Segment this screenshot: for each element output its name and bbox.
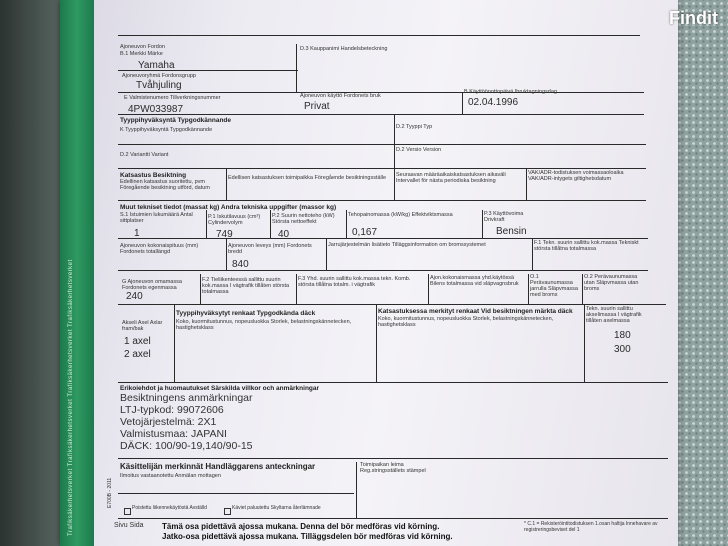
type-approval-section: Tyyppihyväksyntä Typgodkännande: [120, 117, 232, 124]
rule: [200, 274, 201, 304]
inspection-section: Katsastus Besiktning: [120, 172, 187, 179]
findit-logo: Findit: [669, 8, 718, 28]
rule: [428, 274, 429, 304]
first-use-label: B Käyttöönottopäivä Ibruktagningsdag: [464, 89, 557, 95]
serial-number-value: 4PW033987: [128, 104, 184, 115]
fuel-label: P.3 Käyttövoima Drivkraft: [484, 211, 524, 223]
power-to-weight-label: Tehopainomassa (kW/kg) Effektviktsmassa: [348, 212, 453, 218]
rule: [526, 168, 527, 200]
rule: [226, 168, 227, 200]
rule: [482, 210, 483, 238]
handler-section: Käsittelijän merkinnät Handläggarens anteckningar: [120, 462, 316, 471]
plates-returned-label: Käviet paluutettu Skyltarna återlämnade: [232, 505, 321, 511]
vehicle-group-value: Tvåhjuling: [136, 80, 182, 91]
office-stamp-label: Toimipaikan leima Reg.stringsställets stämpel: [360, 462, 426, 474]
rule: [118, 35, 640, 36]
rule: [118, 458, 668, 459]
removed-label: Poistettu liikennekäytöstä Avställd: [132, 505, 207, 511]
rule: [462, 92, 463, 114]
make-label: B.1 Merkki Märke: [120, 51, 163, 57]
rule: [118, 168, 646, 169]
max-axle-mass-1: 180: [614, 330, 631, 341]
rule: [118, 493, 354, 494]
footer-note: * C.1 = Rekisteröintitodistuksen 1.osan haltija Innehavare av registreringsbeviset del 1: [524, 521, 658, 533]
seats-value: 1: [134, 228, 140, 239]
vehicle-use-label: Ajoneuvon käyttö Fordonets bruk: [300, 93, 381, 99]
remark-line: Besiktningens anmärkningar: [120, 392, 253, 404]
version-label: D.2 Versio Version: [396, 147, 442, 153]
type-approval-label: K Tyyppihyväksyntä Typgodkännande: [120, 127, 213, 133]
approved-tires-section: Tyyppihyväksytyt renkaat Typgodkända däck: [176, 310, 316, 317]
rule: [118, 92, 644, 93]
width-value: 840: [232, 259, 249, 270]
displacement-value: 749: [216, 229, 233, 240]
curb-mass-label: G Ajoneuvon omamassa Fordonets egenmassa: [122, 279, 182, 291]
notice-received-label: Ilmoitus vastaanotettu Anmälan mottagen: [120, 473, 221, 479]
rule: [376, 304, 377, 382]
max-power-value: 40: [278, 229, 290, 240]
max-power-label: P.2 Suurin nettoteho (kW) Största nettoeffekt: [272, 213, 335, 225]
braked-trailer-label: O.1 Perävaunumassa jarrulla Släpvmassa med broms: [530, 274, 578, 298]
road-max-mass-label: F.2 Tieliikenteessä sallittu suurin kok.massa I vägtrafik tillåten största totalmassa: [202, 277, 290, 295]
power-to-weight-value: 0,167: [352, 227, 378, 238]
type-label: D.2 Tyyppi Typ: [396, 124, 433, 130]
footer-line-1: Tämä osa pidettävä ajossa mukana. Denna del bör medföras vid körning.: [162, 522, 440, 531]
footer-line-2: Jatko-osa pidettävä ajossa mukana. Tilläggsdelen bör medföras vid körning.: [162, 532, 453, 541]
rule: [582, 274, 583, 304]
axle-label: Akseli Axel Axlar fram/bak: [122, 320, 163, 332]
vehicle-use-value: Privat: [304, 101, 330, 112]
rule: [296, 274, 297, 304]
remark-line: LTJ-typkod: 99072606: [120, 404, 224, 416]
rule: [270, 210, 271, 238]
trailer-total-mass-label: Ajon.kokonaismassa yhd.käytössä Bilens totalmassa vid släpvagnsbruk: [430, 275, 519, 287]
max-axle-mass-2: 300: [614, 344, 631, 355]
rule: [174, 304, 175, 382]
rule: [296, 44, 297, 92]
make-value: Yamaha: [138, 60, 175, 71]
security-strip: [60, 0, 94, 546]
rule: [584, 304, 585, 382]
axle-1: 1 axel: [124, 336, 151, 347]
rule: [346, 210, 347, 238]
security-strip-text: Trafiksäkerhetsverket Trafiksäkerhetsverket Trafiksäkerhetsverket Trafiksäkerhetsverket: [68, 259, 74, 536]
rule: [118, 270, 648, 271]
width-label: Ajoneuvon leveys (mm) Fordonets bredd: [228, 243, 312, 255]
technical-data-section: Muut tekniset tiedot (massat kg) Andra tekniska uppgifter (massor kg): [120, 204, 337, 211]
remarks-text: [120, 392, 253, 452]
displacement-label: P.1 Iskutilavuus (cm³) Cylindervolym: [208, 214, 261, 226]
total-length-label: Ajoneuvon kokonaispituus (mm) Fordonets totallängd: [120, 243, 199, 255]
rule: [394, 114, 395, 168]
serial-number-label: E Valmistenumero Tillverkningsnummer: [124, 95, 221, 101]
rule: [118, 200, 646, 201]
rule: [118, 144, 646, 145]
rule: [118, 238, 648, 239]
side-label: Sivu Sida: [114, 522, 144, 529]
rule: [118, 382, 668, 383]
axle-2: 2 axel: [124, 349, 151, 360]
remark-line: Vetojärjestelmä: 2X1: [120, 416, 217, 428]
rule: [118, 114, 644, 115]
inspection-interval-label: Seuraavan määräaikaiskatsastuksen aikaväli Intervallet för nästa periodiska besiktning: [396, 172, 506, 184]
remark-line: Valmistusmaa: JAPANI: [120, 428, 227, 440]
last-inspection-label: Edellinen katsastus suoritettu, pvm Föregående besiktning utförd, datum: [120, 179, 210, 191]
first-use-value: 02.04.1996: [468, 97, 519, 108]
max-axle-mass-label: Tekn. suurin sallittu akselimassa I vägtrafik tillåten axelmassa: [586, 306, 642, 324]
rule: [532, 238, 533, 270]
curb-mass-value: 240: [126, 291, 143, 302]
technical-max-mass-label: F.1 Tekn. suurin sallittu kok.massa Tekniskt största tillåtna totalmassa: [534, 240, 639, 252]
inspected-tires-section: Katsastuksessa merkityt renkaat Vid besiktningen märkta däck: [378, 308, 573, 315]
last-inspection-place-label: Edellisen katsastuksen toimipaikka Föregående besiktningsställe: [228, 175, 387, 181]
rule: [206, 210, 207, 238]
rule: [326, 238, 327, 270]
brake-info-label: Jarrujärjestelmän lisätieto Tilläggsinformation om bromssystemet: [328, 242, 486, 248]
remarks-section: Erikoiehdot ja huomautukset Särskilda villkor och anmärkningar: [120, 385, 320, 392]
trade-name-label: D.3 Kauppanimi Handelsbeteckning: [300, 46, 388, 52]
remark-line: DÄCK: 100/90-19,140/90-15: [120, 440, 253, 452]
vehicle-group-label: Ajoneuvoryhmä Fordonsgrupp: [122, 73, 196, 79]
seats-label: S.1 Istuimien lukumäärä Antal sittplatser: [120, 212, 193, 224]
rule: [394, 168, 395, 200]
adr-validity-label: VAK/ADR-todistuksen voimassaoloaika VAK/ADR-intygets giltighetsdatum: [528, 170, 624, 182]
vehicle-section-label: Ajoneuvon Fordon: [120, 44, 165, 50]
rule: [356, 462, 357, 518]
fuel-value: Bensin: [496, 226, 527, 237]
rule: [226, 238, 227, 270]
inspected-tires-sub: Koko, kuormitustunnus, nopeusluokka Storlek, belastningskännetecken, hastighetsklass: [378, 316, 554, 328]
unbraked-trailer-label: O.2 Perävaunumassa utan Släpvmassa utan broms: [584, 274, 639, 292]
variant-label: D.2 Variantti Variant: [120, 152, 169, 158]
removed-checkbox[interactable]: [124, 508, 131, 515]
approved-tires-sub: Koko, kuormitustunnus, nopeusluokka Storlek, belastningskännetecken, hastighetsklass: [176, 319, 352, 331]
form-code: E700B - 2011: [107, 477, 113, 508]
rule: [118, 518, 668, 519]
plates-returned-checkbox[interactable]: [224, 508, 231, 515]
rule: [528, 274, 529, 304]
combination-max-mass-label: F.3 Yhd. suurin sallittu kok.massa tekn. Komb. största tillåtna totalm. i vägtrafik: [298, 276, 411, 288]
